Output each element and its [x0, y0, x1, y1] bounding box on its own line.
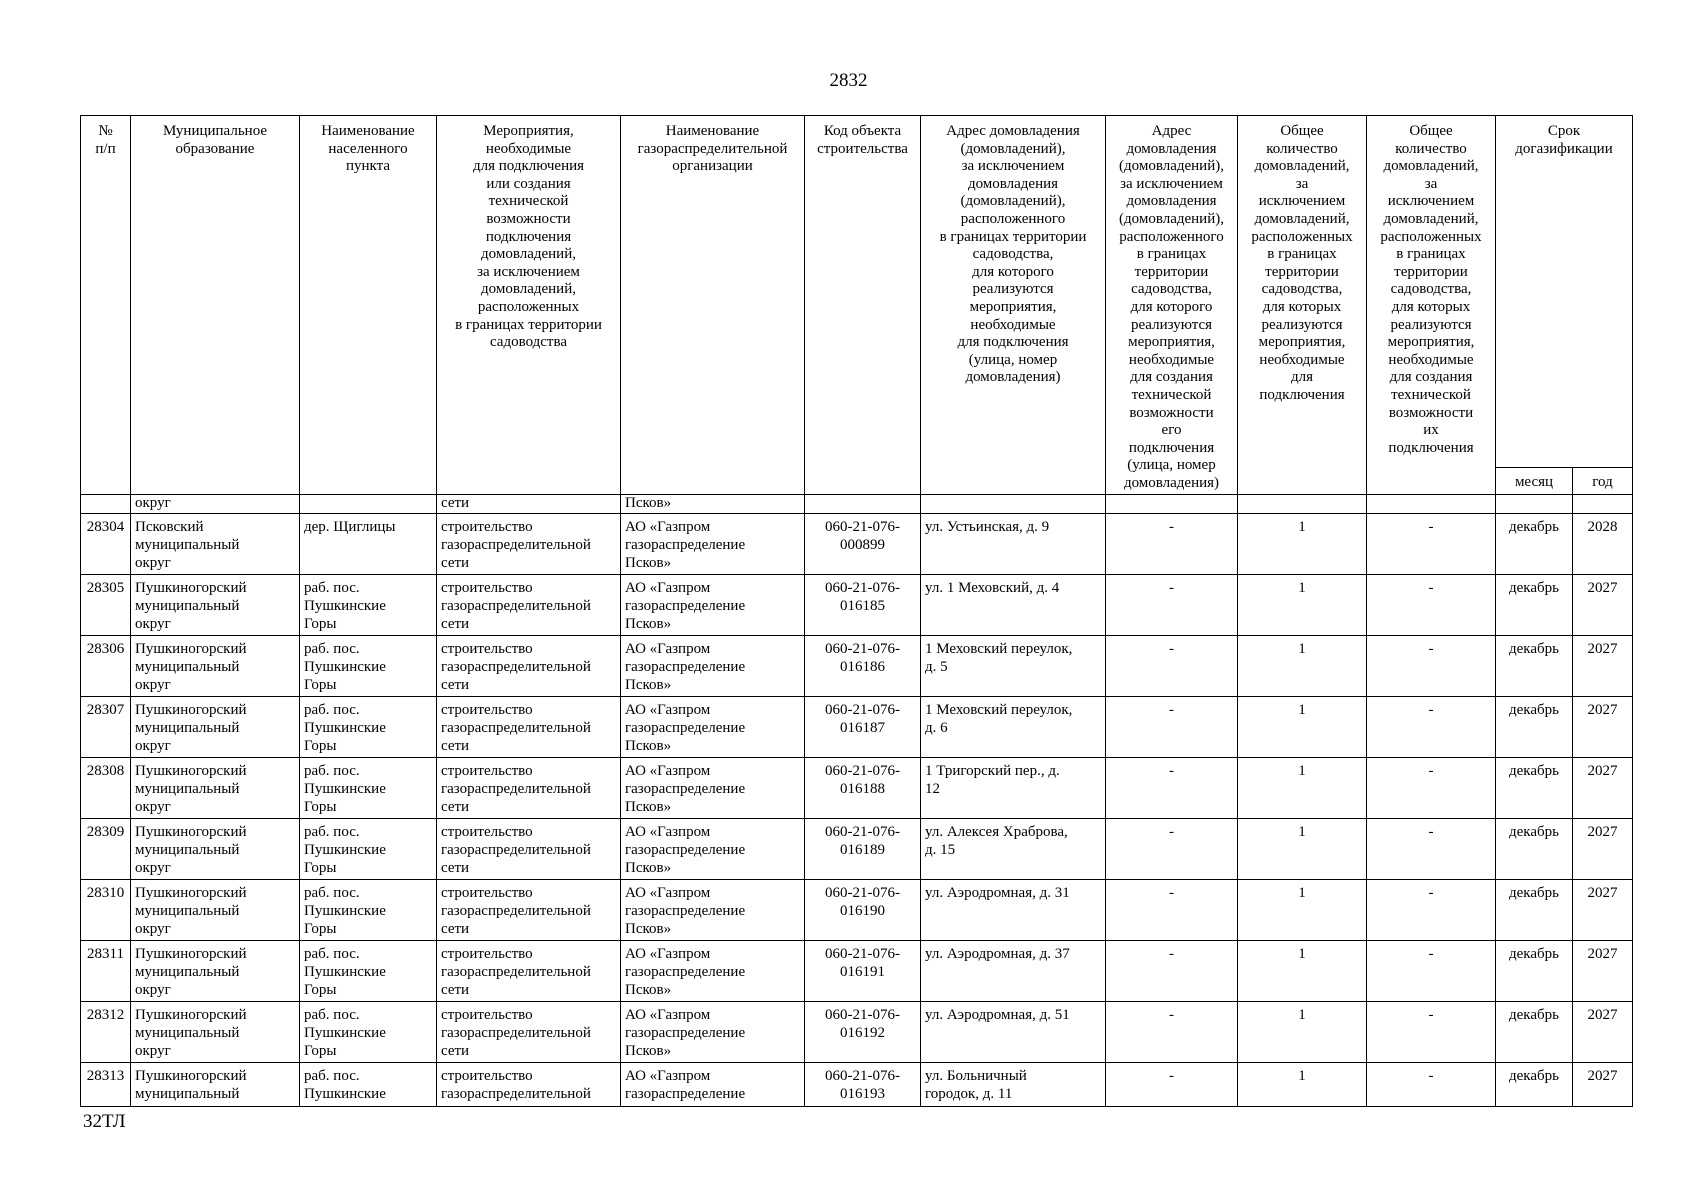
header-gas-org: Наименование газораспределительной организации: [621, 116, 805, 495]
header-object-code: Код объекта строительства: [805, 116, 921, 495]
cell-count-connect: [1238, 495, 1367, 514]
cell-gas-org: АО «Газпром газораспределение Псков»: [621, 636, 805, 697]
cell-num: 28312: [81, 1002, 131, 1063]
cell-municipality: Пушкиногорский муниципальный округ: [131, 697, 300, 758]
cell-measures: строительство газораспределительной сети: [437, 819, 621, 880]
cell-address-connect: ул. Аэродромная, д. 37: [921, 941, 1106, 1002]
cell-settlement: раб. пос. Пушкинские Горы: [300, 575, 437, 636]
cell-object-code: 060-21-076- 016191: [805, 941, 921, 1002]
cell-year: [1573, 495, 1633, 514]
cell-address-connect: ул. Алексея Храброва, д. 15: [921, 819, 1106, 880]
cell-count-tech: -: [1367, 697, 1496, 758]
cell-month: декабрь: [1496, 575, 1573, 636]
cell-settlement: раб. пос. Пушкинские Горы: [300, 819, 437, 880]
cell-municipality: Пушкиногорский муниципальный округ: [131, 575, 300, 636]
cell-object-code: 060-21-076- 016193: [805, 1063, 921, 1107]
cell-count-connect: 1: [1238, 697, 1367, 758]
cell-num: 28310: [81, 880, 131, 941]
cell-municipality: Пушкиногорский муниципальный округ: [131, 636, 300, 697]
cell-gas-org: АО «Газпром газораспределение: [621, 1063, 805, 1107]
header-year: год: [1573, 468, 1633, 495]
header-count-connect: Общее количество домовладений, за исключением домовладений, расположенных в границах территории садоводства, для которых реализуются мероприятия, необходимые для подключения: [1238, 116, 1367, 495]
cell-month: декабрь: [1496, 880, 1573, 941]
cell-measures: строительство газораспределительной сети: [437, 1002, 621, 1063]
cell-measures: сети: [437, 495, 621, 514]
table-row: [81, 575, 1633, 636]
cell-gas-org: АО «Газпром газораспределение Псков»: [621, 1002, 805, 1063]
cell-address-tech: [1106, 495, 1238, 514]
cell-measures: строительство газораспределительной: [437, 1063, 621, 1107]
table-row: [81, 758, 1633, 819]
cell-year: 2027: [1573, 941, 1633, 1002]
cell-num: 28304: [81, 514, 131, 575]
cell-measures: строительство газораспределительной сети: [437, 514, 621, 575]
cell-num: 28307: [81, 697, 131, 758]
cell-count-connect: 1: [1238, 819, 1367, 880]
cell-address-connect: ул. Аэродромная, д. 51: [921, 1002, 1106, 1063]
cell-month: декабрь: [1496, 758, 1573, 819]
cell-measures: строительство газораспределительной сети: [437, 575, 621, 636]
cell-count-connect: 1: [1238, 1063, 1367, 1107]
cell-object-code: 060-21-076- 016187: [805, 697, 921, 758]
footer-code: 32ТЛ: [83, 1111, 126, 1132]
cell-year: 2027: [1573, 1002, 1633, 1063]
cell-year: 2027: [1573, 575, 1633, 636]
cell-measures: строительство газораспределительной сети: [437, 880, 621, 941]
cell-object-code: 060-21-076- 016190: [805, 880, 921, 941]
cell-object-code: 060-21-076- 016189: [805, 819, 921, 880]
cell-settlement: раб. пос. Пушкинские Горы: [300, 880, 437, 941]
cell-address-connect: ул. Аэродромная, д. 31: [921, 880, 1106, 941]
cell-year: 2027: [1573, 819, 1633, 880]
cell-gas-org: АО «Газпром газораспределение Псков»: [621, 514, 805, 575]
cell-num: [81, 495, 131, 514]
cell-count-tech: -: [1367, 1063, 1496, 1107]
cell-address-tech: -: [1106, 880, 1238, 941]
cell-settlement: [300, 495, 437, 514]
cell-address-tech: -: [1106, 758, 1238, 819]
cell-gas-org: АО «Газпром газораспределение Псков»: [621, 819, 805, 880]
cell-address-connect: 1 Меховский переулок, д. 5: [921, 636, 1106, 697]
table-row: [81, 697, 1633, 758]
cell-count-connect: 1: [1238, 636, 1367, 697]
cell-count-connect: 1: [1238, 575, 1367, 636]
cell-address-connect: 1 Меховский переулок, д. 6: [921, 697, 1106, 758]
cell-settlement: раб. пос. Пушкинские Горы: [300, 758, 437, 819]
cell-count-tech: [1367, 495, 1496, 514]
header-address-tech: Адрес домовладения (домовладений), за исключением домовладения (домовладений), расположенного в границах территории садоводства, для которого реализуются мероприятия, необходимые для создания технической возможности его подключения (улица, номер домовладения): [1106, 116, 1238, 495]
header-address-connect: Адрес домовладения (домовладений), за исключением домовладения (домовладений), расположенного в границах территории садоводства, для которого реализуются мероприятия, необходимые для подключения (улица, номер домовладения): [921, 116, 1106, 495]
table-body: [81, 495, 1633, 1107]
cell-address-tech: -: [1106, 1063, 1238, 1107]
cell-object-code: [805, 495, 921, 514]
cell-object-code: 060-21-076- 016192: [805, 1002, 921, 1063]
table-row: [81, 941, 1633, 1002]
cell-count-connect: 1: [1238, 758, 1367, 819]
cell-municipality: Пушкиногорский муниципальный округ: [131, 758, 300, 819]
table-row: [81, 1063, 1633, 1107]
cell-month: декабрь: [1496, 1002, 1573, 1063]
cell-month: [1496, 495, 1573, 514]
cell-object-code: 060-21-076- 000899: [805, 514, 921, 575]
cell-address-connect: [921, 495, 1106, 514]
cell-measures: строительство газораспределительной сети: [437, 941, 621, 1002]
cell-num: 28306: [81, 636, 131, 697]
cell-count-tech: -: [1367, 575, 1496, 636]
cell-settlement: раб. пос. Пушкинские Горы: [300, 1002, 437, 1063]
cell-municipality: Пушкиногорский муниципальный округ: [131, 941, 300, 1002]
cell-object-code: 060-21-076- 016188: [805, 758, 921, 819]
cell-month: декабрь: [1496, 941, 1573, 1002]
cell-address-connect: 1 Тригорский пер., д. 12: [921, 758, 1106, 819]
cell-count-tech: -: [1367, 1002, 1496, 1063]
cell-gas-org: АО «Газпром газораспределение Псков»: [621, 880, 805, 941]
cell-gas-org: АО «Газпром газораспределение Псков»: [621, 758, 805, 819]
cell-address-connect: ул. Устьинская, д. 9: [921, 514, 1106, 575]
table-row: [81, 636, 1633, 697]
header-deadline: Срок догазификации: [1496, 116, 1633, 468]
cell-count-tech: -: [1367, 880, 1496, 941]
header-municipality: Муниципальное образование: [131, 116, 300, 495]
cell-measures: строительство газораспределительной сети: [437, 636, 621, 697]
cell-month: декабрь: [1496, 514, 1573, 575]
cell-gas-org: АО «Газпром газораспределение Псков»: [621, 941, 805, 1002]
cell-count-connect: 1: [1238, 880, 1367, 941]
cell-address-connect: ул. Больничный городок, д. 11: [921, 1063, 1106, 1107]
cell-municipality: Пушкиногорский муниципальный округ: [131, 1002, 300, 1063]
cell-num: 28305: [81, 575, 131, 636]
cell-address-tech: -: [1106, 697, 1238, 758]
header-month: месяц: [1496, 468, 1573, 495]
cell-num: 28313: [81, 1063, 131, 1107]
cell-measures: строительство газораспределительной сети: [437, 697, 621, 758]
cell-count-tech: -: [1367, 819, 1496, 880]
cell-num: 28308: [81, 758, 131, 819]
cell-year: 2027: [1573, 880, 1633, 941]
cell-count-tech: -: [1367, 514, 1496, 575]
cell-address-connect: ул. 1 Меховский, д. 4: [921, 575, 1106, 636]
cell-address-tech: -: [1106, 514, 1238, 575]
table-row: [81, 514, 1633, 575]
cell-year: 2027: [1573, 636, 1633, 697]
cell-month: декабрь: [1496, 636, 1573, 697]
cell-month: декабрь: [1496, 819, 1573, 880]
cell-num: 28309: [81, 819, 131, 880]
cell-gas-org: АО «Газпром газораспределение Псков»: [621, 697, 805, 758]
cell-num: 28311: [81, 941, 131, 1002]
cell-count-connect: 1: [1238, 1002, 1367, 1063]
cell-year: 2027: [1573, 697, 1633, 758]
cell-object-code: 060-21-076- 016185: [805, 575, 921, 636]
cell-count-connect: 1: [1238, 941, 1367, 1002]
cell-address-tech: -: [1106, 1002, 1238, 1063]
table-header: [81, 116, 1633, 495]
cell-settlement: раб. пос. Пушкинские: [300, 1063, 437, 1107]
table-row-continuation: [81, 495, 1633, 514]
cell-gas-org: АО «Газпром газораспределение Псков»: [621, 575, 805, 636]
cell-municipality: Пушкиногорский муниципальный: [131, 1063, 300, 1107]
header-num: № п/п: [81, 116, 131, 495]
cell-address-tech: -: [1106, 819, 1238, 880]
cell-month: декабрь: [1496, 1063, 1573, 1107]
header-count-tech: Общее количество домовладений, за исключением домовладений, расположенных в границах территории садоводства, для которых реализуются мероприятия, необходимые для создания технической возможности их подключения: [1367, 116, 1496, 495]
cell-settlement: дер. Щиглицы: [300, 514, 437, 575]
table-row: [81, 819, 1633, 880]
header-measures: Мероприятия, необходимые для подключения или создания технической возможности подключения домовладений, за исключением домовладений, расположенных в границах территории садоводства: [437, 116, 621, 495]
cell-municipality: Пушкиногорский муниципальный округ: [131, 880, 300, 941]
cell-year: 2028: [1573, 514, 1633, 575]
cell-gas-org: Псков»: [621, 495, 805, 514]
cell-object-code: 060-21-076- 016186: [805, 636, 921, 697]
cell-count-connect: 1: [1238, 514, 1367, 575]
cell-month: декабрь: [1496, 697, 1573, 758]
cell-count-tech: -: [1367, 941, 1496, 1002]
cell-year: 2027: [1573, 1063, 1633, 1107]
cell-municipality: Псковский муниципальный округ: [131, 514, 300, 575]
cell-address-tech: -: [1106, 636, 1238, 697]
cell-settlement: раб. пос. Пушкинские Горы: [300, 697, 437, 758]
cell-count-tech: -: [1367, 758, 1496, 819]
cell-measures: строительство газораспределительной сети: [437, 758, 621, 819]
gasification-table: [80, 115, 1633, 1107]
cell-address-tech: -: [1106, 575, 1238, 636]
cell-settlement: раб. пос. Пушкинские Горы: [300, 636, 437, 697]
table-row: [81, 880, 1633, 941]
table-row: [81, 1002, 1633, 1063]
cell-address-tech: -: [1106, 941, 1238, 1002]
cell-year: 2027: [1573, 758, 1633, 819]
cell-count-tech: -: [1367, 636, 1496, 697]
page-number: 2832: [829, 70, 868, 91]
cell-settlement: раб. пос. Пушкинские Горы: [300, 941, 437, 1002]
header-settlement: Наименование населенного пункта: [300, 116, 437, 495]
cell-municipality: округ: [131, 495, 300, 514]
cell-municipality: Пушкиногорский муниципальный округ: [131, 819, 300, 880]
